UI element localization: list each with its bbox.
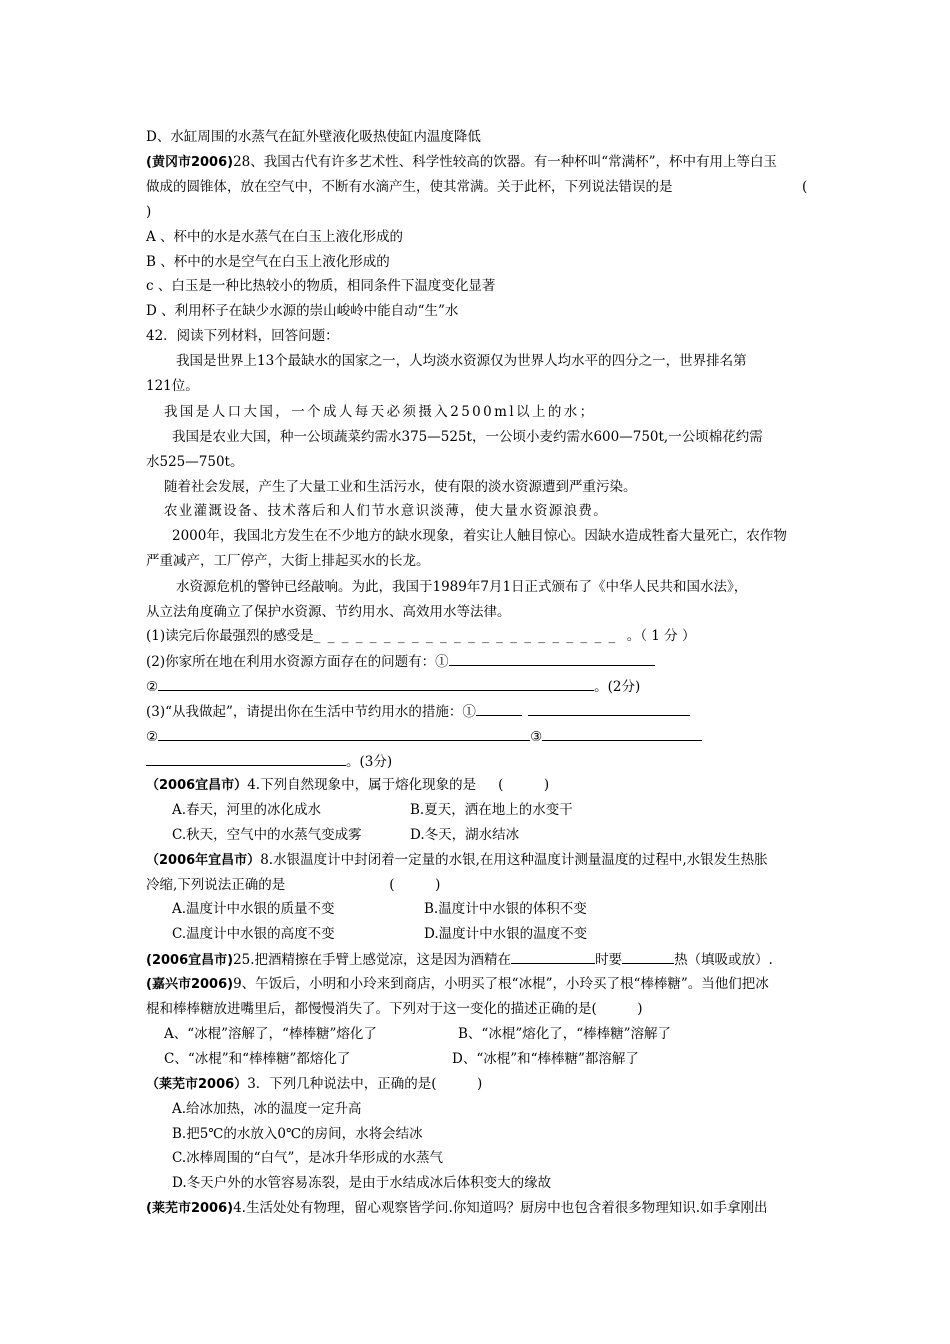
- answer-blank[interactable]: [511, 950, 595, 964]
- laiwu-q4: [146, 1199, 768, 1218]
- answer-blank[interactable]: [542, 727, 702, 741]
- circled-number: ②: [146, 729, 159, 745]
- option-d: D、“冰棍”和“棒棒糖”都溶解了: [452, 1051, 639, 1067]
- option-c: c 、白玉是一种比热较小的物质，相同条件下温度变化显著: [146, 278, 496, 294]
- option-b: B.温度计中水银的体积不变: [424, 901, 587, 917]
- source-tag: (嘉兴市2006): [146, 977, 234, 992]
- option-a: A 、杯中的水是水蒸气在白玉上液化形成的: [146, 229, 404, 245]
- yichang-q4: [146, 776, 549, 795]
- answer-paren: ( ): [389, 877, 441, 893]
- option-a: A、“冰棍”溶解了，“棒棒糖”熔化了: [164, 1026, 377, 1042]
- option-b: B 、杯中的水是空气在白玉上液化形成的: [146, 254, 390, 270]
- option-a: A.春天，河里的冰化成水: [172, 802, 322, 818]
- option-b: B.把5℃的水放入0℃的房间，水将会结冰: [172, 1126, 423, 1142]
- sub-question-2-line-2: [146, 677, 640, 696]
- reading-paragraph-cont: 水525—750t。: [146, 454, 244, 470]
- question-42-title: 42．阅读下列材料，回答问题：: [146, 328, 339, 344]
- option-b: B.夏天，洒在地上的水变干: [410, 802, 573, 818]
- source-tag: (黄冈市2006): [146, 155, 234, 170]
- score-note: 。(2分): [594, 679, 641, 695]
- reading-paragraph-cont: 从立法角度确立了保护水资源、节约用水、高效用水等法律。: [146, 604, 511, 620]
- sub-question-3-line-3: [146, 752, 392, 771]
- question-text: 热（填吸或放）.: [674, 952, 773, 968]
- answer-blank[interactable]: _ _ _ _ _ _ _ _ _ _ _ _ _ _ _ _ _ _ _ _ _ _: [313, 628, 617, 644]
- reading-paragraph: 农业灌溉设备、技术落后和人们节水意识淡薄，使大量水资源浪费。: [164, 503, 608, 519]
- question-text: 4.生活处处有物理，留心观察皆学问.你知道吗？厨房中也包含着很多物理知识.如手拿刚出: [233, 1200, 768, 1216]
- answer-blank[interactable]: [476, 702, 522, 716]
- option-d: D.温度计中水银的温度不变: [424, 926, 588, 942]
- yichang-q8: [146, 851, 768, 870]
- source-tag: (莱芜市2006): [146, 1201, 234, 1216]
- question-text: 做成的圆锥体，放在空气中，不断有水滴产生，使其常满。关于此杯，下列说法错误的是: [146, 179, 673, 195]
- reading-paragraph-cont: 121位。: [146, 378, 199, 394]
- option-d: D 、利用杯子在缺少水源的崇山峻岭中能自动“生”水: [146, 303, 459, 319]
- question-28-line-2: [146, 178, 673, 196]
- yichang-q25: [146, 950, 773, 970]
- source-tag: (2006宜昌市): [146, 953, 234, 968]
- sub-question-3-line-2: [146, 727, 702, 746]
- question-text: 冷缩,下列说法正确的是: [146, 877, 286, 893]
- score-note: 。（ 1 分 ）: [626, 628, 696, 644]
- question-text: 时要: [595, 952, 623, 968]
- yichang-q8-line-2: [146, 876, 440, 894]
- reading-paragraph: 我国是世界上13个最缺水的国家之一，人均淡水资源仅为世界人均水平的四分之一，世界排名第: [176, 353, 747, 369]
- option-b: B、“冰棍”熔化了，“棒棒糖”溶解了: [458, 1026, 672, 1042]
- option-d: D.冬天户外的水管容易冻裂，是由于水结成冰后体积变大的缘故: [172, 1175, 552, 1191]
- score-note: 。(3分): [346, 754, 393, 770]
- answer-blank[interactable]: [146, 752, 346, 766]
- option-a: A.给冰加热，冰的温度一定升高: [172, 1101, 362, 1117]
- question-28-line-1: [146, 153, 777, 172]
- option-c: C、“冰棍”和“棒棒糖”都熔化了: [164, 1051, 351, 1067]
- text-line: D、水缸周围的水蒸气在缸外壁液化吸热使缸内温度降低: [146, 129, 481, 145]
- option-c: C.冰棒周围的“白气”，是冰升华形成的水蒸气: [172, 1150, 443, 1166]
- source-tag: （2006年宜昌市）: [146, 853, 261, 868]
- option-a: A.温度计中水银的质量不变: [172, 901, 335, 917]
- answer-paren: ( ): [498, 777, 550, 793]
- question-text: 3．下列几种说法中，正确的是( ): [247, 1076, 483, 1092]
- option-c: C.秋天，空气中的水蒸气变成雾: [172, 827, 362, 843]
- jiaxing-q9-line-2: 棍和棒棒糖放进嘴里后，都慢慢消失了。下列对于这一变化的描述正确的是( ): [146, 1001, 643, 1017]
- question-text: (1)读完后你最强烈的感受是: [146, 628, 314, 644]
- circled-number: ②: [146, 679, 159, 695]
- source-tag: （2006宜昌市）: [146, 778, 248, 793]
- question-text: (3)“从我做起”，请提出你在生活中节约用水的措施：①: [146, 704, 476, 720]
- question-text: 8.水银温度计中封闭着一定量的水银,在用这种温度计测量温度的过程中,水银发生热胀: [260, 852, 768, 868]
- question-text: 9、午饭后，小明和小玲来到商店，小明买了根“冰棍”，小玲买了根“棒棒糖”。当他们把冰: [233, 976, 769, 992]
- question-text: 4.下列自然现象中，属于熔化现象的是: [247, 777, 477, 793]
- option-c: C.温度计中水银的高度不变: [172, 926, 335, 942]
- reading-paragraph: 我国是人口大国，一个成人每天必须摄入2500ml以上的水；: [164, 404, 596, 420]
- answer-blank[interactable]: [449, 652, 655, 666]
- option-d: D.冬天，湖水结冰: [410, 827, 520, 843]
- question-text: 28、我国古代有许多艺术性、科学性较高的饮器。有一种杯叫“常满杯”，杯中有用上等白玉: [233, 154, 778, 170]
- jiaxing-q9: [146, 975, 769, 994]
- reading-paragraph: 水资源危机的警钟已经敲响。为此，我国于1989年7月1日正式颁布了《中华人民共和国水法》，: [176, 579, 748, 595]
- reading-paragraph: 随着社会发展，产生了大量工业和生活污水，使有限的淡水资源遭到严重污染。: [164, 479, 637, 495]
- sub-question-3: [146, 702, 690, 721]
- answer-paren-close: ): [146, 204, 152, 220]
- answer-paren-open: (: [802, 179, 808, 195]
- sub-question-2: [146, 652, 655, 671]
- sub-question-1: [146, 627, 695, 645]
- reading-paragraph-cont: 严重减产，工厂停产，大街上排起买水的长龙。: [146, 553, 430, 569]
- answer-blank[interactable]: [158, 677, 594, 691]
- answer-blank[interactable]: [158, 727, 530, 741]
- circled-number: ③: [530, 729, 543, 745]
- source-tag: （莱芜市2006）: [146, 1077, 248, 1092]
- question-text: 25.把酒精擦在手臂上感觉凉，这是因为酒精在: [233, 952, 512, 968]
- answer-blank[interactable]: [622, 950, 674, 964]
- laiwu-q3: [146, 1075, 482, 1094]
- question-text: (2)你家所在地在利用水资源方面存在的问题有：①: [146, 654, 449, 670]
- reading-paragraph: 我国是农业大国，种一公顷蔬菜约需水375—525t，一公顷小麦约需水600—750t,一公顷棉花约需: [172, 429, 763, 445]
- reading-paragraph: 2000年，我国北方发生在不少地方的缺水现象，着实让人触目惊心。因缺水造成牲畜大量死亡，农作物: [172, 528, 787, 544]
- answer-blank[interactable]: [528, 702, 690, 716]
